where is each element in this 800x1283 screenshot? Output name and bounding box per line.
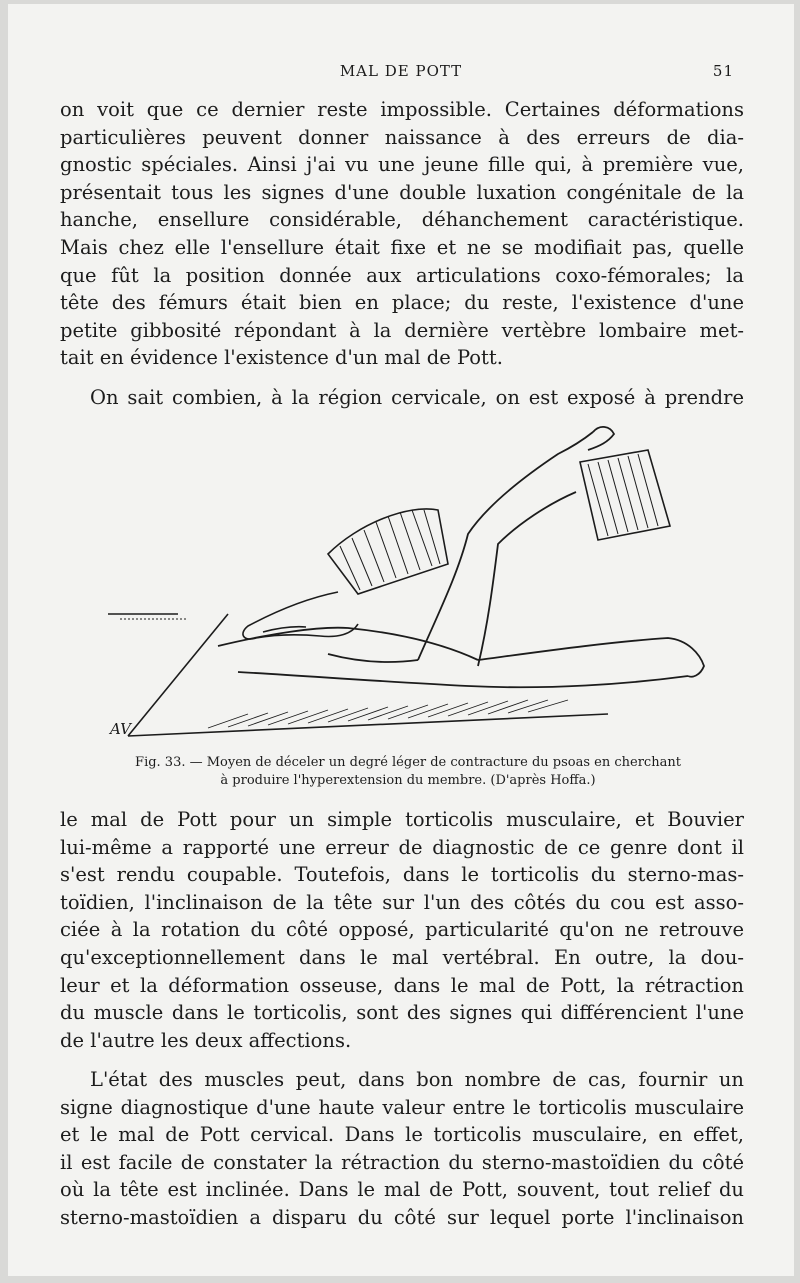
paragraph-2 — [60, 384, 744, 412]
text-line: de l'autre les deux affections. — [60, 1028, 352, 1052]
raised-leg — [418, 427, 614, 666]
text-line: où la tête est inclinée. Dans le mal de Pott, souvent, tout relief du — [60, 1178, 744, 1202]
text-line: leur et la déformation osseuse, dans le mal de Pott, la rétraction — [60, 973, 744, 997]
figure-illustration — [88, 414, 728, 754]
examiner-hand — [243, 592, 358, 639]
paragraph-1 — [60, 96, 744, 372]
examiner-sleeve-left — [328, 509, 448, 594]
text-line: ciée à la rotation du côté opposé, particularité qu'on ne retrouve — [60, 918, 744, 942]
text-line: le mal de Pott pour un simple torticolis musculaire, et Bouvier — [60, 808, 744, 831]
text-line: L'état des muscles peut, dans bon nombre de cas, fournir un — [90, 1068, 744, 1091]
caption-line: Fig. 33. — Moyen de déceler un degré léger de contracture du psoas en cherchant — [135, 755, 681, 770]
text-line: présentait tous les signes d'une double luxation congénitale de la — [60, 180, 744, 204]
running-header — [8, 62, 794, 86]
text-line: et le mal de Pott cervical. Dans le torticolis musculaire, en effet, — [60, 1123, 744, 1147]
patient-body — [218, 628, 704, 688]
text-line: Mais chez elle l'ensellure était fixe et ne se modifiait pas, quelle — [60, 235, 744, 259]
caption-line: à produire l'hyperextension du membre. (D'après Hoffa.) — [220, 773, 596, 788]
text-line: du muscle dans le torticolis, sont des signes qui différencient l'une — [60, 1001, 744, 1025]
text-line: petite gibbosité répondant à la dernière vertèbre lombaire met- — [60, 318, 744, 342]
book-page — [8, 4, 794, 1276]
text-line: hanche, ensellure considérable, déhanchement caractéristique. — [60, 208, 744, 232]
text-line: signe diagnostique d'une haute valeur entre le torticolis musculaire — [60, 1095, 744, 1119]
text-line: tête des fémurs était bien en place; du reste, l'existence d'une — [60, 291, 744, 315]
text-line: qu'exceptionnellement dans le mal vertébral. En outre, la dou- — [60, 945, 744, 969]
figure-caption — [108, 754, 708, 790]
text-line: s'est rendu coupable. Toutefois, dans le torticolis du sterno-mas- — [60, 863, 744, 887]
text-line: sterno-mastoïdien a disparu du côté sur lequel porte l'inclinaison — [60, 1205, 744, 1229]
text-line: on voit que ce dernier reste impossible. Certaines déformations — [60, 98, 744, 121]
text-line: lui-même a rapporté une erreur de diagnostic de ce genre dont il — [60, 835, 744, 859]
text-line: gnostic spéciales. Ainsi j'ai vu une jeune fille qui, à première vue, — [60, 153, 744, 177]
paragraph-3 — [60, 806, 744, 1054]
examiner-sleeve-right — [580, 450, 670, 540]
text-line: tait en évidence l'existence d'un mal de Pott. — [60, 346, 503, 370]
text-line: il est facile de constater la rétraction du sterno-mastoïdien du côté — [60, 1150, 744, 1174]
text-line: particulières peuvent donner naissance à des erreurs de dia- — [60, 125, 744, 149]
paragraph-4 — [60, 1066, 744, 1232]
text-line: que fût la position donnée aux articulations coxo-fémorales; la — [60, 263, 744, 287]
text-line: On sait combien, à la région cervicale, on est exposé à prendre — [90, 386, 744, 409]
artist-signature: AV — [110, 720, 131, 738]
text-line: toïdien, l'inclinaison de la tête sur l'un des côtés du cou est asso- — [60, 890, 744, 914]
running-title: MAL DE POTT — [339, 62, 463, 80]
page-number: 51 — [712, 62, 734, 80]
